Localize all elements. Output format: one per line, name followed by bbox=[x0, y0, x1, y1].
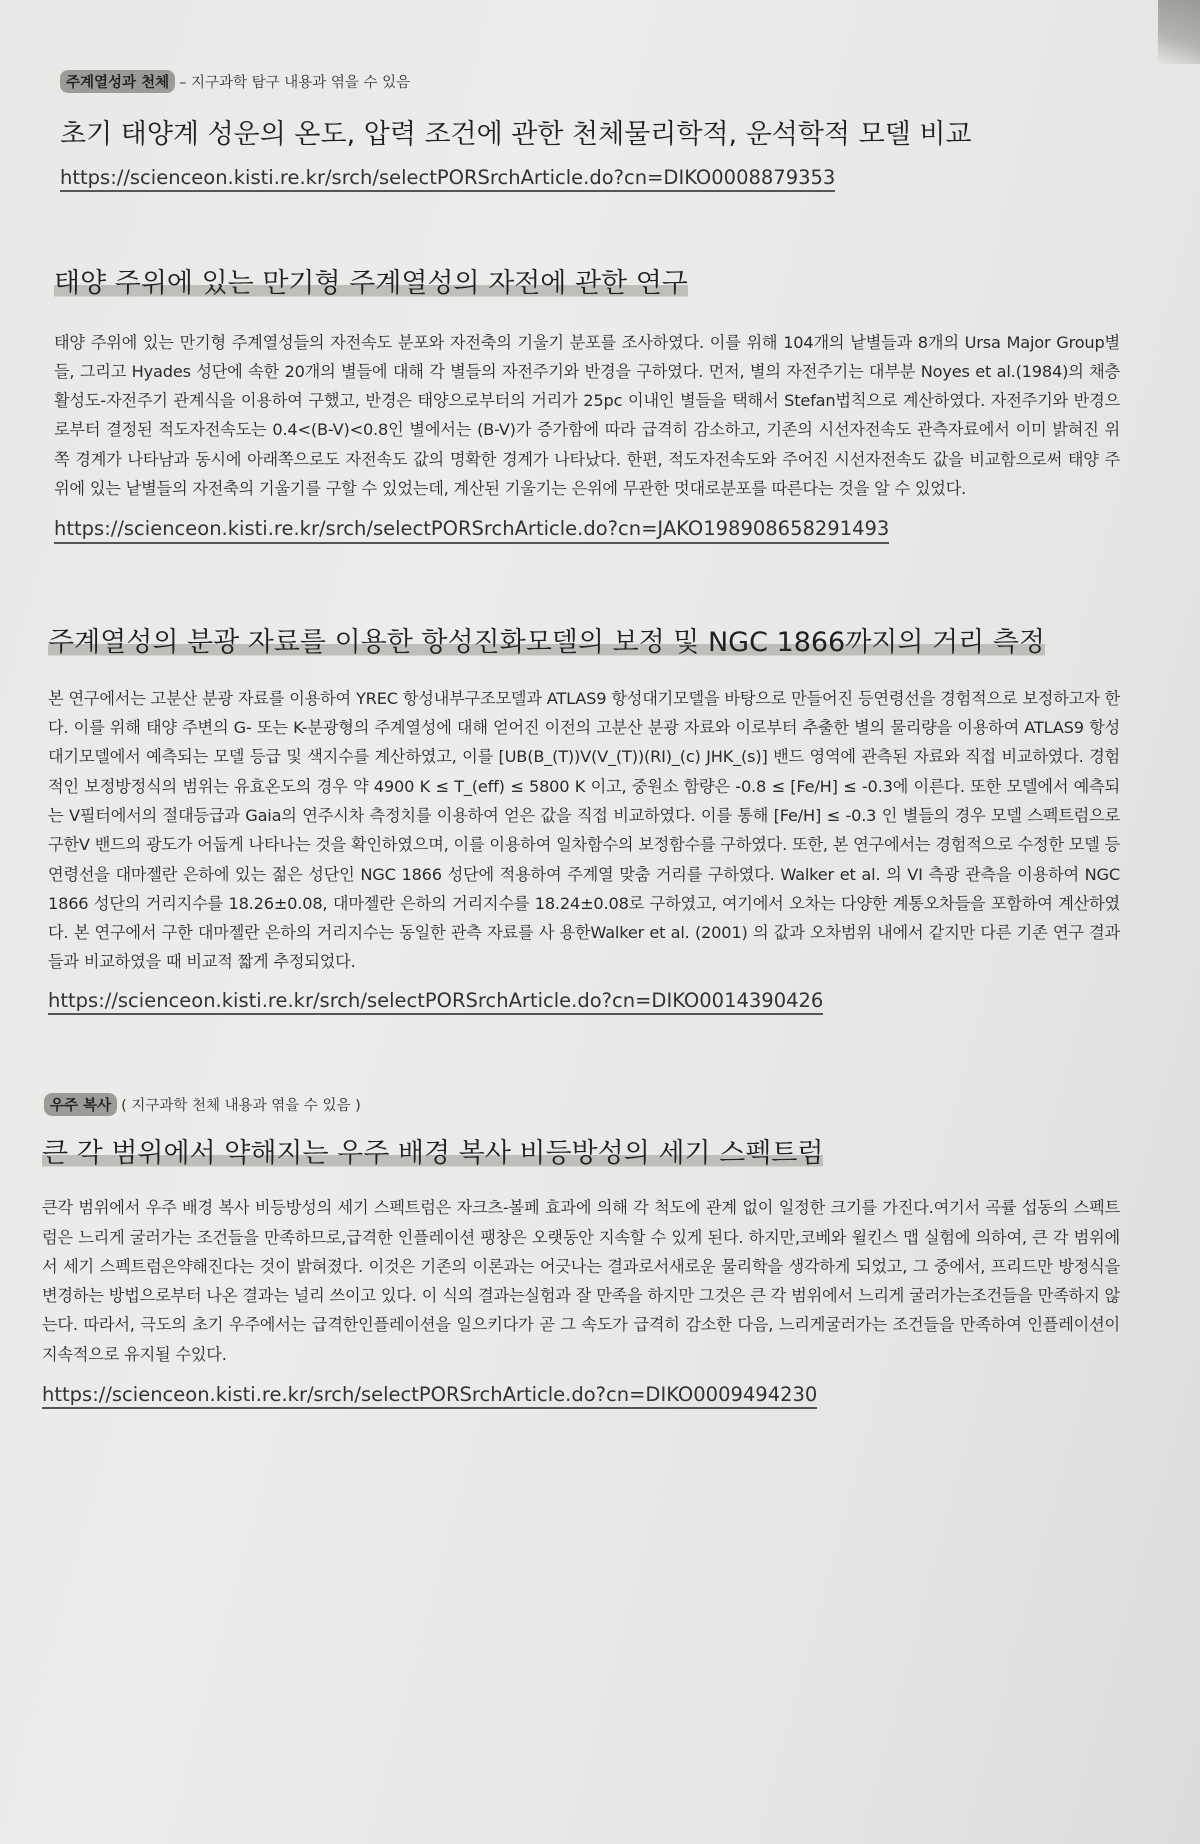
article-link[interactable]: https://scienceon.kisti.re.kr/srch/selectPORSrchArticle.do?cn=DIKO0008879353 bbox=[60, 166, 835, 192]
article-abstract: 큰각 범위에서 우주 배경 복사 비등방성의 세기 스펙트럼은 자크츠-볼페 효과에 의해 각 척도에 관계 없이 일정한 크기를 가진다.여기서 곡률 섭동의 스펙트럼은 느리게 굴러가는 조건들을 만족하므로,급격한 인플레이션 팽창은 오랫동안 지속할 수 있게 된다. 하지만,코베와 윌킨스 맵 실험에 의하여, 큰 각 범위에서 세기 스펙트럼은약해진다는 것이 밝혀졌다. 이것은 기존의 이론과는 어긋나는 결과로서새로운 물리학을 생각하게 되었고, 그 중에서, 프리드만 방정식을변경하는 방법으로부터 나온 결과는 널리 쓰이고 있다. 이 식의 결과는실험과 잘 만족을 하지만 그것은 큰 각 범위에서 느리게 굴러가는조건들을 만족하지 않는다. 따라서, 극도의 초기 우주에서는 급격한인플레이션을 일으키다가 곧 그 속도가 급격히 감소한 다음, 느리게굴러가는 조건들을 만족하여 인플레이션이 지속적으로 유지될 수있다. bbox=[42, 1198, 1120, 1364]
article-link[interactable]: https://scienceon.kisti.re.kr/srch/selectPORSrchArticle.do?cn=DIKO0009494230 bbox=[42, 1383, 817, 1409]
article-link[interactable]: https://scienceon.kisti.re.kr/srch/selectPORSrchArticle.do?cn=DIKO0014390426 bbox=[48, 989, 823, 1015]
document-content bbox=[40, 70, 1120, 1409]
page-corner-shadow bbox=[1158, 0, 1200, 64]
section-category: 우주 복사 bbox=[44, 1093, 117, 1116]
article-title: 주계열성의 분광 자료를 이용한 항성진화모델의 보정 및 NGC 1866까지의 거리 측정 bbox=[48, 626, 1045, 658]
section-category-note: ( 지구과학 천체 내용과 엮을 수 있음 ) bbox=[121, 1098, 361, 1115]
section-category: 주계열성과 천체 bbox=[60, 70, 175, 93]
article-abstract: 태양 주위에 있는 만기형 주계열성들의 자전속도 분포와 자전축의 기울기 분포를 조사하였다. 이를 위해 104개의 낱별들과 8개의 Ursa Major Group별들, 그리고 Hyades 성단에 속한 20개의 별들에 대해 각 별들의 자전주기와 반경을 구하였다. 먼저, 별의 자전주기는 대부분 Noyes et al.(1984)의 채층활성도-자전주기 관계식을 이용하여 구했고, 반경은 태양으로부터의 거리가 25pc 이내인 별들을 택해서 Stefan법칙으로 계산하였다. 자전주기와 반경으로부터 결정된 적도자전속도는 0.4<(B-V)<0.8인 별에서는 (B-V)가 증가함에 따라 급격히 감소하고, 기존의 시선자전속도 관측자료에서 이미 밝혀진 위쪽 경계가 나타남과 동시에 아래쪽으로도 자전속도 값의 명확한 경계가 나타났다. 한편, 적도자전속도와 주어진 시선자전속도 값을 비교함으로써 태양 주위에 있는 낱별들의 자전축의 기울기를 구할 수 있었는데, 계산된 기울기는 은위에 무관한 멋대로분포를 따른다는 것을 알 수 있었다. bbox=[54, 332, 1120, 499]
article-link[interactable]: https://scienceon.kisti.re.kr/srch/selectPORSrchArticle.do?cn=JAKO198908658291493 bbox=[54, 517, 889, 543]
article-item bbox=[48, 616, 1120, 1015]
article-title: 큰 각 범위에서 약해지는 우주 배경 복사 비등방성의 세기 스펙트럼 bbox=[42, 1138, 824, 1170]
article-abstract: 본 연구에서는 고분산 분광 자료를 이용하여 YREC 항성내부구조모델과 ATLAS9 항성대기모델을 바탕으로 만들어진 등연령선을 경험적으로 보정하고자 한다. 이를 위해 태양 주변의 G- 또는 K-분광형의 주계열성에 대해 얻어진 이전의 고분산 분광 자료와 이로부터 추출한 별의 물리량을 이용하여 ATLAS9 항성대기모델에서 예측되는 모델 등급 및 색지수를 계산하였고, 이를 [UB(B_(T))V(V_(T))(RI)_(c) JHK_(s)] 밴드 영역에 관측된 자료와 직접 비교하였다. 경험적인 보정방정식의 범위는 유효온도의 경우 약 4900 K ≤ T_(eff) ≤ 5800 K 이고, 중원소 함량은 -0.8 ≤ [Fe/H] ≤ -0.3에 이른다. 또한 모델에서 예측되는 V필터에서의 절대등급과 Gaia의 연주시차 측정치를 이용하여 얻은 값을 직접 비교하였다. 이를 통해 [Fe/H] ≤ -0.3 인 별들의 경우 모델 스펙트럼으로 구한V 밴드의 광도가 어둡게 나타나는 것을 확인하였으며, 이를 이용하여 일차함수의 보정함수를 구하였다. 또한, 본 연구에서는 경험적으로 수정한 모델 등연령선을 대마젤란 은하에 있는 젊은 성단인 NGC 1866 성단에 적용하여 주계열 맞춤 거리를 구하였다. Walker et al. 의 VI 측광 관측을 이용하여 NGC 1866 성단의 거리지수를 18.26±0.08, 대마젤란 은하의 거리지수를 18.24±0.08로 구하였고, 여기에서 오차는 다양한 계통오차들을 포함하여 계산하였다. 본 연구에서 구한 대마젤란 은하의 거리지수는 동일한 관측 자료를 사 용한Walker et al. (2001) 의 값과 오차범위 내에서 같지만 다른 기존 연구 결과들과 비교하였을 때 비교적 짧게 추정되었다. bbox=[48, 688, 1120, 972]
section-category-note: – 지구과학 탐구 내용과 엮을 수 있음 bbox=[179, 75, 411, 91]
article-item bbox=[60, 117, 1120, 192]
article-title: 태양 주위에 있는 만기형 주계열성의 자전에 관한 연구 bbox=[54, 268, 688, 300]
article-title: 초기 태양계 성운의 온도, 압력 조건에 관한 천체물리학적, 운석학적 모델 비교 bbox=[60, 119, 972, 150]
section-label bbox=[60, 70, 1120, 93]
section-label bbox=[44, 1093, 1120, 1116]
article-item bbox=[54, 266, 1120, 543]
article-item bbox=[42, 1136, 1120, 1409]
